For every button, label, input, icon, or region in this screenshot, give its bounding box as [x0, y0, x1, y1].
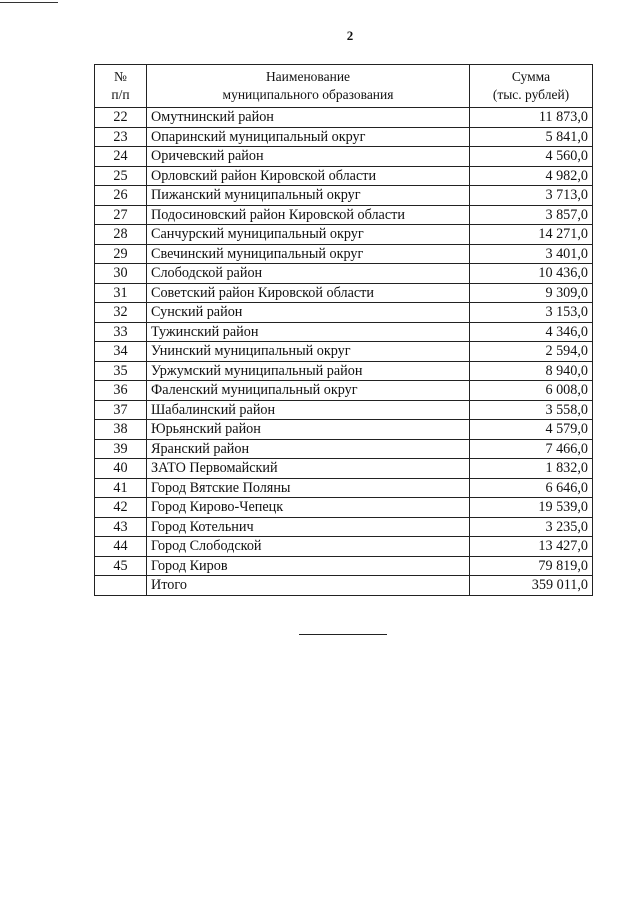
row-number: 38 [95, 420, 147, 440]
page-number: 2 [346, 28, 354, 43]
table-body [95, 108, 593, 576]
row-number: 40 [95, 459, 147, 479]
row-number: 41 [95, 478, 147, 498]
row-sum: 5 841,0 [470, 127, 593, 147]
bottom-rule [299, 634, 387, 635]
row-name: Омутнинский район [147, 108, 470, 128]
row-sum: 11 873,0 [470, 108, 593, 128]
row-name: Юрьянский район [147, 420, 470, 440]
header-num-line2: п/п [111, 87, 130, 102]
row-number: 37 [95, 400, 147, 420]
header-sum [470, 65, 593, 108]
row-name: Сунский район [147, 303, 470, 323]
row-number: 27 [95, 205, 147, 225]
header-num [95, 65, 147, 108]
row-number: 25 [95, 166, 147, 186]
header-sum-line1: Сумма [511, 69, 551, 84]
table-row [95, 439, 593, 459]
table-row [95, 283, 593, 303]
row-sum: 3 558,0 [470, 400, 593, 420]
row-number: 42 [95, 498, 147, 518]
row-name: Тужинский район [147, 322, 470, 342]
row-sum: 3 857,0 [470, 205, 593, 225]
header-num-line1: № [114, 69, 127, 84]
row-name: Яранский район [147, 439, 470, 459]
table-header-row [95, 65, 593, 108]
row-sum: 3 153,0 [470, 303, 593, 323]
row-number: 43 [95, 517, 147, 537]
row-number: 24 [95, 147, 147, 167]
table-row [95, 459, 593, 479]
header-name-line1: Наименование [265, 69, 351, 84]
row-number: 30 [95, 264, 147, 284]
row-sum: 4 982,0 [470, 166, 593, 186]
row-name: Пижанский муниципальный округ [147, 186, 470, 206]
table-row [95, 205, 593, 225]
header-name [147, 65, 470, 108]
row-name: Фаленский муниципальный округ [147, 381, 470, 401]
row-number: 26 [95, 186, 147, 206]
row-name: Город Кирово-Чепецк [147, 498, 470, 518]
table-row [95, 498, 593, 518]
table-row [95, 127, 593, 147]
row-sum: 2 594,0 [470, 342, 593, 362]
row-number: 28 [95, 225, 147, 245]
table-row [95, 537, 593, 557]
row-sum: 79 819,0 [470, 556, 593, 576]
row-sum: 7 466,0 [470, 439, 593, 459]
row-name: Шабалинский район [147, 400, 470, 420]
row-sum: 3 235,0 [470, 517, 593, 537]
table-row [95, 361, 593, 381]
row-name: Опаринский муниципальный округ [147, 127, 470, 147]
row-sum: 10 436,0 [470, 264, 593, 284]
row-sum: 4 560,0 [470, 147, 593, 167]
row-number: 23 [95, 127, 147, 147]
row-name: Город Котельнич [147, 517, 470, 537]
row-number: 39 [95, 439, 147, 459]
table-row [95, 517, 593, 537]
table-row [95, 166, 593, 186]
row-number: 36 [95, 381, 147, 401]
row-name: Советский район Кировской области [147, 283, 470, 303]
row-name: ЗАТО Первомайский [147, 459, 470, 479]
row-name: Санчурский муниципальный округ [147, 225, 470, 245]
total-sum: 359 011,0 [470, 576, 593, 596]
corner-mark [0, 2, 58, 3]
row-number: 34 [95, 342, 147, 362]
row-name: Свечинский муниципальный округ [147, 244, 470, 264]
row-name: Город Слободской [147, 537, 470, 557]
total-num-cell [95, 576, 147, 596]
table-row [95, 303, 593, 323]
table-row [95, 478, 593, 498]
table-row [95, 420, 593, 440]
row-sum: 3 401,0 [470, 244, 593, 264]
row-sum: 14 271,0 [470, 225, 593, 245]
row-sum: 6 646,0 [470, 478, 593, 498]
table-row [95, 400, 593, 420]
row-number: 45 [95, 556, 147, 576]
row-name: Город Киров [147, 556, 470, 576]
total-row [95, 576, 593, 596]
row-sum: 3 713,0 [470, 186, 593, 206]
table-row [95, 322, 593, 342]
table-row [95, 108, 593, 128]
row-sum: 19 539,0 [470, 498, 593, 518]
row-name: Унинский муниципальный округ [147, 342, 470, 362]
row-number: 31 [95, 283, 147, 303]
table-row [95, 342, 593, 362]
row-name: Подосиновский район Кировской области [147, 205, 470, 225]
row-name: Слободской район [147, 264, 470, 284]
row-sum: 1 832,0 [470, 459, 593, 479]
header-sum-line2: (тыс. рублей) [492, 87, 570, 102]
table-row [95, 225, 593, 245]
row-sum: 13 427,0 [470, 537, 593, 557]
row-number: 29 [95, 244, 147, 264]
row-sum: 9 309,0 [470, 283, 593, 303]
table-row [95, 147, 593, 167]
row-number: 35 [95, 361, 147, 381]
row-number: 33 [95, 322, 147, 342]
table-row [95, 381, 593, 401]
allocation-table [94, 64, 593, 596]
row-name: Оричевский район [147, 147, 470, 167]
row-sum: 8 940,0 [470, 361, 593, 381]
table-row [95, 186, 593, 206]
row-number: 44 [95, 537, 147, 557]
row-name: Город Вятские Поляны [147, 478, 470, 498]
row-sum: 4 346,0 [470, 322, 593, 342]
row-sum: 4 579,0 [470, 420, 593, 440]
row-name: Орловский район Кировской области [147, 166, 470, 186]
table-row [95, 556, 593, 576]
row-number: 22 [95, 108, 147, 128]
row-name: Уржумский муниципальный район [147, 361, 470, 381]
row-sum: 6 008,0 [470, 381, 593, 401]
total-label: Итого [147, 576, 470, 596]
table-row [95, 244, 593, 264]
row-number: 32 [95, 303, 147, 323]
header-name-line2: муниципального образования [222, 87, 394, 102]
table-row [95, 264, 593, 284]
